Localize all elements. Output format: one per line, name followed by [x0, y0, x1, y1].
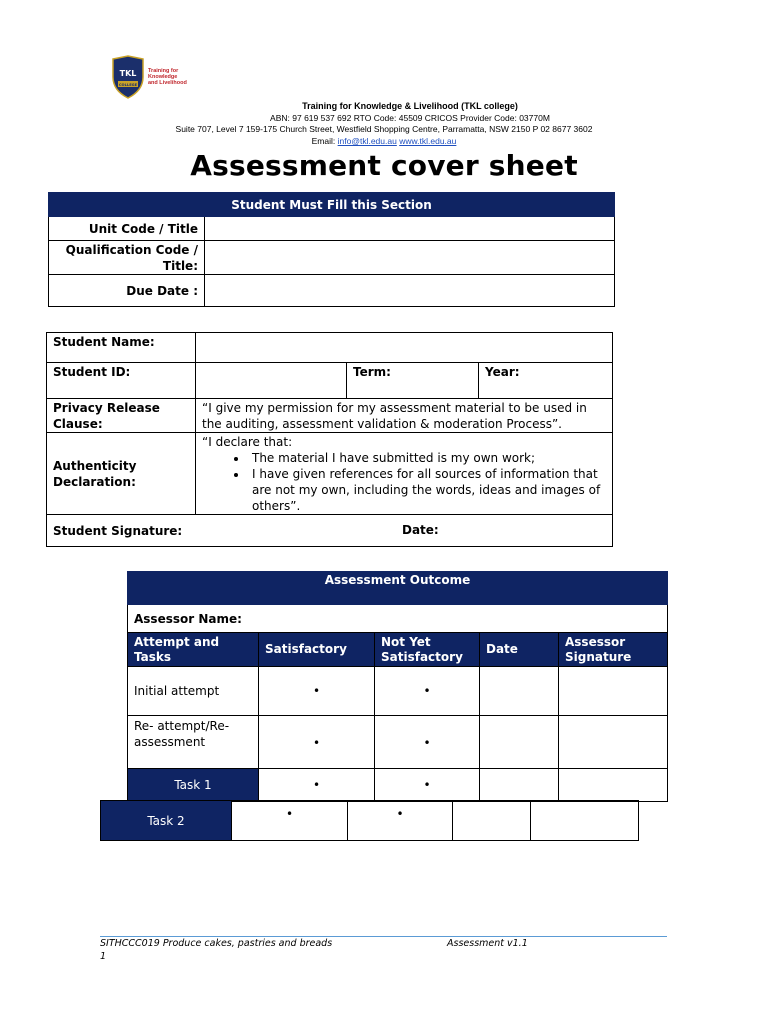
assessment-outcome-table [127, 571, 668, 802]
column-header: Assessor Signature [559, 633, 668, 667]
term-label[interactable]: Term: [347, 363, 479, 399]
footer-rule [100, 936, 667, 937]
outcome-heading: Assessment Outcome [128, 572, 668, 605]
date-label: Date: [402, 523, 439, 537]
page-number: 1 [100, 951, 107, 962]
signature-row[interactable] [47, 515, 613, 547]
column-header: Attempt and Tasks [128, 633, 259, 667]
assessor-signature-field[interactable] [559, 769, 668, 802]
student-name-field[interactable] [196, 333, 613, 363]
page-title: Assessment cover sheet [190, 149, 578, 182]
privacy-text: “I give my permission for my assessment material to be used in the auditing, assessment validation & moderation Process”. [196, 399, 613, 433]
college-logo [111, 55, 191, 101]
section-heading: Student Must Fill this Section [49, 193, 615, 217]
assessor-signature-field[interactable] [559, 716, 668, 769]
date-field[interactable] [480, 716, 559, 769]
student-details-table [46, 332, 613, 547]
logo-line: and Livelihood [148, 80, 187, 86]
privacy-label: Privacy Release Clause: [47, 399, 196, 433]
year-label[interactable]: Year: [479, 363, 613, 399]
footer-version: Assessment v1.1 [447, 938, 528, 949]
unit-code-field[interactable] [205, 217, 615, 241]
logo-line: Training for [148, 68, 179, 74]
row-label-task-1: Task 1 [128, 769, 259, 802]
assessor-signature-field[interactable] [531, 801, 639, 841]
list-item: • The material I have submitted is my own work; [248, 450, 606, 466]
column-header: Not Yet Satisfactory [375, 633, 480, 667]
column-header: Date [480, 633, 559, 667]
date-field[interactable] [480, 667, 559, 716]
satisfactory-checkbox[interactable]: • [232, 801, 348, 841]
student-id-label: Student ID: [47, 363, 196, 399]
authenticity-label: Authenticity Declaration: [47, 433, 196, 515]
student-signature-label: Student Signature: [53, 523, 183, 538]
not-yet-satisfactory-checkbox[interactable]: • [348, 801, 453, 841]
satisfactory-checkbox[interactable]: • [259, 769, 375, 802]
contact-line [84, 136, 684, 146]
satisfactory-checkbox[interactable]: • [259, 716, 375, 769]
email-label: Email: [311, 136, 336, 146]
date-field[interactable] [480, 769, 559, 802]
website-link[interactable]: www.tkl.edu.au [399, 136, 457, 146]
list-item: • I have given references for all sources of information that are not my own, including the words, ideas and images of others”. [248, 466, 606, 514]
authenticity-intro: “I declare that: [202, 434, 293, 449]
org-name: Training for Knowledge & Livelihood (TKL college) [302, 101, 518, 111]
satisfactory-checkbox[interactable]: • [259, 667, 375, 716]
qualification-label: Qualification Code / Title: [49, 241, 205, 275]
due-date-label: Due Date : [49, 275, 205, 307]
student-name-label: Student Name: [47, 333, 196, 363]
assessor-name-label[interactable]: Assessor Name: [128, 605, 668, 633]
email-link[interactable]: info@tkl.edu.au [337, 136, 397, 146]
logo-badge-sub: COLLEGE [118, 83, 138, 87]
not-yet-satisfactory-checkbox[interactable]: • [375, 716, 480, 769]
shield-icon [111, 55, 145, 99]
date-field[interactable] [453, 801, 531, 841]
authenticity-declaration [196, 433, 613, 515]
row-label-reattempt: Re- attempt/Re-assessment [128, 716, 259, 769]
address-line: Suite 707, Level 7 159-175 Church Street, Westfield Shopping Centre, Parramatta, NSW 2150 P 02 8677 3602 [175, 124, 593, 134]
logo-wordmark [148, 68, 192, 86]
not-yet-satisfactory-checkbox[interactable]: • [375, 667, 480, 716]
due-date-field[interactable] [205, 275, 615, 307]
row-label-task-2: Task 2 [101, 801, 232, 841]
row-label-initial-attempt: Initial attempt [128, 667, 259, 716]
logo-badge-text: TKL [119, 69, 137, 78]
not-yet-satisfactory-checkbox[interactable]: • [375, 769, 480, 802]
student-fill-section-table [48, 192, 615, 307]
qualification-field[interactable] [205, 241, 615, 275]
authenticity-list [202, 450, 606, 514]
abn-line: ABN: 97 619 537 692 RTO Code: 45509 CRICOS Provider Code: 03770M [270, 113, 550, 123]
task-2-table [100, 800, 639, 841]
column-header: Satisfactory [259, 633, 375, 667]
unit-code-label: Unit Code / Title [49, 217, 205, 241]
footer-unit-title: SITHCCC019 Produce cakes, pastries and breads [100, 938, 333, 949]
student-id-field[interactable] [196, 363, 347, 399]
assessor-signature-field[interactable] [559, 667, 668, 716]
logo-line: Knowledge [148, 74, 178, 80]
